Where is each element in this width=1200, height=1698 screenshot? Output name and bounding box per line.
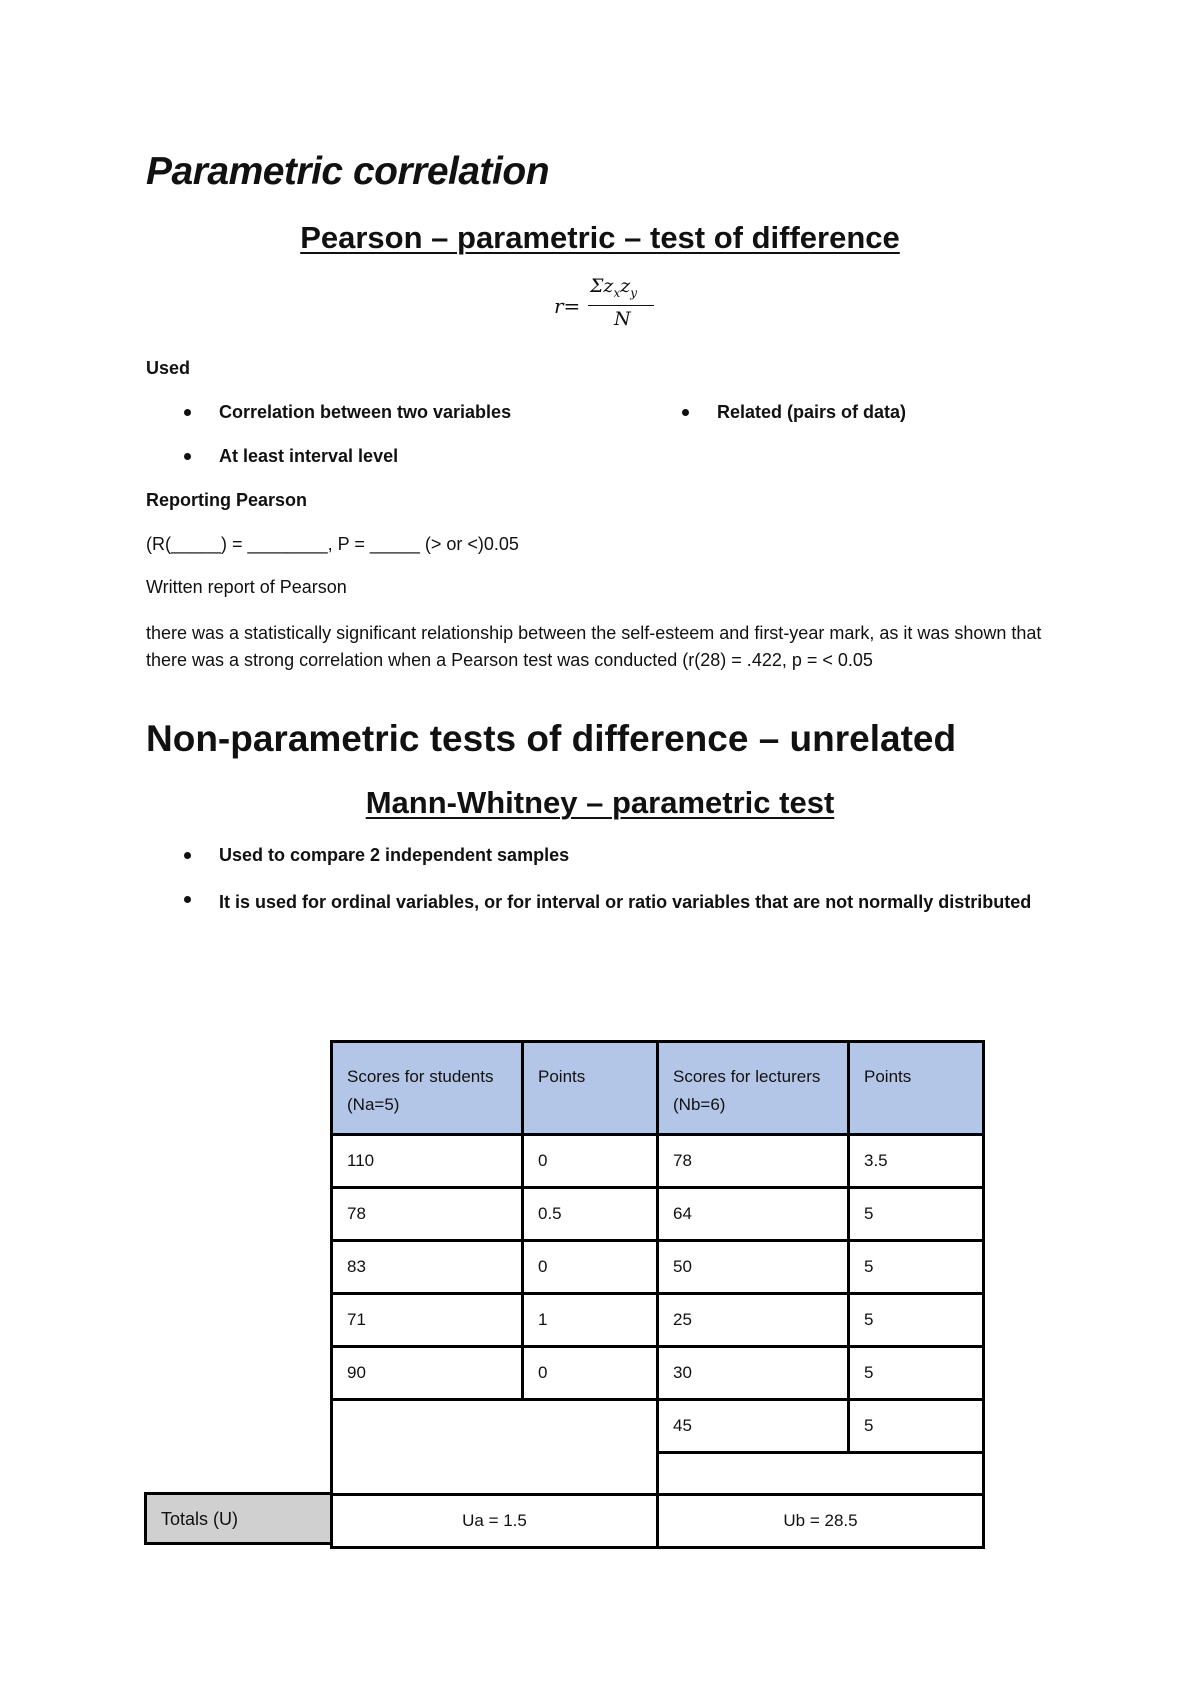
used-label: Used xyxy=(146,358,191,378)
header-points: Points xyxy=(523,1042,658,1135)
table-cell: 0 xyxy=(523,1241,658,1294)
table-cell: 0.5 xyxy=(523,1188,658,1241)
table-cell: 5 xyxy=(849,1294,984,1347)
totals-row xyxy=(332,1495,984,1548)
bullet-dot-icon xyxy=(682,409,689,416)
table-cell: 3.5 xyxy=(849,1135,984,1188)
written-report-text: there was a statistically significant relationship between the self-esteem and first-year mark, as it was shown that there was a strong correlation when a Pearson test was conducted (r(28) = .422, p = < 0.05 xyxy=(146,623,1042,670)
bullet-item: Correlation between two variables xyxy=(146,402,511,423)
table-row xyxy=(332,1188,984,1241)
empty-merged-cell xyxy=(658,1453,984,1495)
table-row xyxy=(332,1241,984,1294)
bullet-dot-icon xyxy=(184,896,191,903)
table-cell: 78 xyxy=(658,1135,849,1188)
table-cell: 71 xyxy=(332,1294,523,1347)
header-points: Points xyxy=(849,1042,984,1135)
header-students-scores: Scores for students (Na=5) xyxy=(332,1042,523,1135)
header-lecturers-scores: Scores for lecturers (Nb=6) xyxy=(658,1042,849,1135)
table-cell: 5 xyxy=(849,1188,984,1241)
table-cell: 25 xyxy=(658,1294,849,1347)
bullet-item: Used to compare 2 independent samples xyxy=(146,845,569,866)
bullet-item: It is used for ordinal variables, or for interval or ratio variables that are not normally distributed xyxy=(146,889,1099,915)
table-cell: 45 xyxy=(658,1400,849,1453)
mann-whitney-table xyxy=(330,1040,985,1549)
mann-whitney-heading: Mann-Whitney – parametric test xyxy=(365,785,835,820)
formula-denominator: N xyxy=(614,308,631,330)
table-cell: 30 xyxy=(658,1347,849,1400)
ua-total: Ua = 1.5 xyxy=(332,1495,658,1548)
ub-total: Ub = 28.5 xyxy=(658,1495,984,1548)
bullet-dot-icon xyxy=(184,852,191,859)
table-cell: 1 xyxy=(523,1294,658,1347)
table-cell: 0 xyxy=(523,1347,658,1400)
empty-merged-cell xyxy=(332,1400,658,1495)
written-report-label: Written report of Pearson xyxy=(146,577,347,597)
table-row xyxy=(332,1400,984,1453)
table-cell: 5 xyxy=(849,1347,984,1400)
bullet-item: Related (pairs of data) xyxy=(644,402,906,423)
bullet-dot-icon xyxy=(184,453,191,460)
table-cell: 5 xyxy=(849,1400,984,1453)
table-cell: 110 xyxy=(332,1135,523,1188)
table-cell: 50 xyxy=(658,1241,849,1294)
table-row xyxy=(332,1294,984,1347)
table-cell: 90 xyxy=(332,1347,523,1400)
pearson-formula xyxy=(540,272,660,332)
table-cell: 5 xyxy=(849,1241,984,1294)
reporting-label: Reporting Pearson xyxy=(146,490,308,510)
table-cell: 78 xyxy=(332,1188,523,1241)
table-row xyxy=(332,1347,984,1400)
table-header-row xyxy=(332,1042,984,1135)
pearson-heading: Pearson – parametric – test of difference xyxy=(300,220,900,255)
formula-numerator: $\Sigma z_xz_y$ xyxy=(590,275,638,300)
formula-fraction-bar xyxy=(588,305,654,306)
bullet-dot-icon xyxy=(184,409,191,416)
totals-label: Totals (U) xyxy=(144,1492,330,1545)
table-cell: 64 xyxy=(658,1188,849,1241)
reporting-template: (R(_____) = ________, P = _____ (> or <)0.05 xyxy=(146,534,519,554)
bullet-item: At least interval level xyxy=(146,446,398,467)
table-cell: 0 xyxy=(523,1135,658,1188)
table-row xyxy=(332,1135,984,1188)
formula-lhs: r= xyxy=(554,294,581,318)
section-title-nonparametric: Non-parametric tests of difference – unrelated xyxy=(146,718,957,759)
section-title-parametric: Parametric correlation xyxy=(146,150,550,193)
table-cell: 83 xyxy=(332,1241,523,1294)
